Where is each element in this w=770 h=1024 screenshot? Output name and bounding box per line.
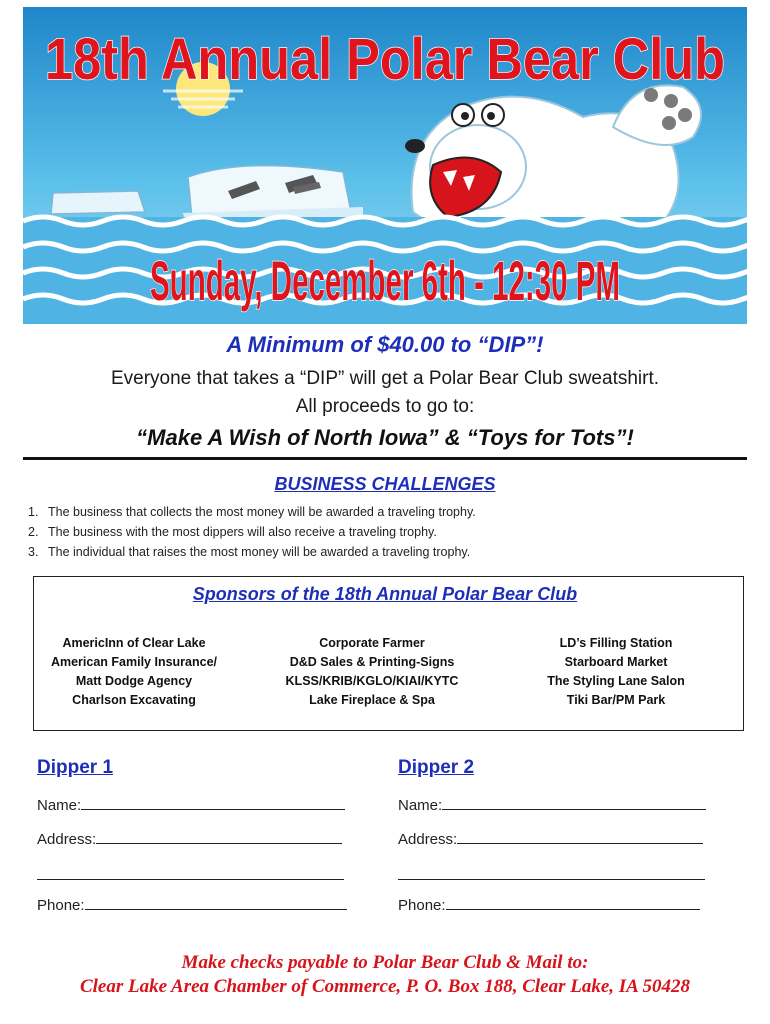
dipper-2-phone-field[interactable]	[398, 895, 700, 914]
mailing-address: Clear Lake Area Chamber of Commerce, P. O. Box 188, Clear Lake, IA 50428	[79, 976, 691, 997]
sponsor-name: American Family Insurance/	[50, 655, 218, 669]
sponsors-column-1	[19, 634, 249, 710]
sponsors-column-2	[257, 634, 487, 710]
dipper-2-address-line-2[interactable]	[398, 879, 705, 880]
dipper-2-heading: Dipper 2	[398, 757, 475, 778]
minimum-donation: A Minimum of $40.00 to “DIP”!	[226, 332, 544, 357]
list-item	[28, 502, 476, 522]
list-text: The business that collects the most money will be awarded a traveling trophy.	[48, 505, 476, 519]
dipper-1-address-line-2[interactable]	[37, 879, 344, 880]
address-blank[interactable]	[457, 829, 703, 844]
beneficiaries: “Make A Wish of North Iowa” & “Toys for Tots”!	[136, 425, 634, 450]
dipper-1-name-field[interactable]	[37, 795, 345, 814]
list-text: The individual that raises the most money will be awarded a traveling trophy.	[48, 545, 471, 559]
name-blank[interactable]	[442, 795, 706, 810]
sponsor-name: AmericInn of Clear Lake	[62, 636, 206, 650]
phone-blank[interactable]	[446, 895, 700, 910]
list-item	[28, 542, 476, 562]
list-number: 1.	[28, 505, 39, 519]
business-challenges-list	[28, 502, 476, 562]
list-number: 3.	[28, 545, 39, 559]
business-challenges-heading: BUSINESS CHALLENGES	[274, 474, 496, 494]
name-blank[interactable]	[81, 795, 345, 810]
phone-label: Phone:	[398, 897, 446, 914]
sweatshirt-note: Everyone that takes a “DIP” will get a Polar Bear Club sweatshirt.	[110, 368, 660, 389]
phone-blank[interactable]	[85, 895, 347, 910]
address-label: Address:	[398, 831, 458, 848]
sponsor-name: Charlson Excavating	[72, 693, 196, 707]
name-label: Name:	[37, 797, 82, 814]
sponsor-name: D&D Sales & Printing-Signs	[289, 655, 455, 669]
dipper-1-phone-field[interactable]	[37, 895, 347, 914]
dipper-1-address-field[interactable]	[37, 829, 342, 848]
dipper-2-name-field[interactable]	[398, 795, 706, 814]
event-banner	[23, 7, 747, 324]
sponsor-name: LD’s Filling Station	[559, 636, 673, 650]
list-item	[28, 522, 476, 542]
sponsor-name: Corporate Farmer	[319, 636, 425, 650]
address-label: Address:	[37, 831, 97, 848]
sponsors-title: Sponsors of the 18th Annual Polar Bear Club	[192, 584, 578, 604]
sponsor-name: Lake Fireplace & Spa	[309, 693, 435, 707]
sponsor-name: KLSS/KRIB/KGLO/KIAI/KYTC	[285, 674, 459, 688]
sponsor-name: The Styling Lane Salon	[547, 674, 685, 688]
payment-instructions: Make checks payable to Polar Bear Club & Mail to:	[181, 952, 589, 973]
phone-label: Phone:	[37, 897, 85, 914]
sponsor-name: Tiki Bar/PM Park	[566, 693, 666, 707]
proceeds-note: All proceeds to go to:	[295, 396, 475, 417]
list-text: The business with the most dippers will also receive a traveling trophy.	[48, 525, 437, 539]
banner-date: Sunday, December 6th - 12:30 PM	[150, 249, 620, 312]
sponsor-name: Matt Dodge Agency	[75, 674, 193, 688]
address-blank[interactable]	[96, 829, 342, 844]
list-number: 2.	[28, 525, 39, 539]
dipper-2-address-field[interactable]	[398, 829, 703, 848]
dipper-1-heading: Dipper 1	[37, 757, 114, 778]
banner-title: 18th Annual Polar Bear Club	[45, 27, 725, 92]
divider	[23, 457, 747, 460]
sponsor-name: Starboard Market	[564, 655, 668, 669]
name-label: Name:	[398, 797, 443, 814]
sponsors-column-3	[501, 634, 731, 710]
